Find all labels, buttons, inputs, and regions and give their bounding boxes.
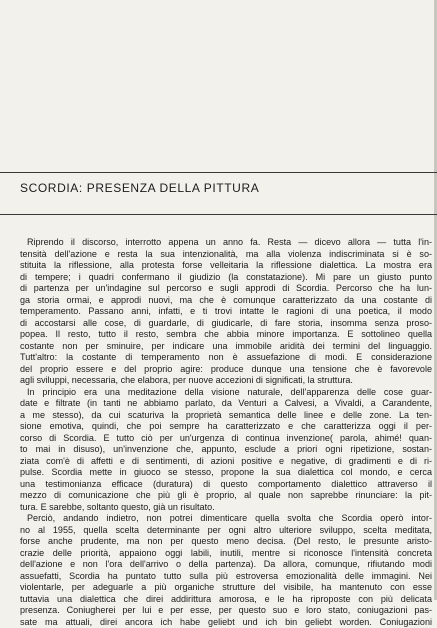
text-line: ga storia ormai, e approdi nuovi, ma che è comunque caratterizzato da una costante di [20,295,432,307]
text-line: date e filtrate (in tanti ne abbiamo parlato, da Venturi a Calvesi, a Vivaldi, a Carandente, [20,398,432,410]
text-line: corso di Scordia. E tutto ciò per un'urgenza di continua invenzione( parola, ahimé! quan- [20,433,432,445]
text-line: presenza. Coniugherei per lui e per esse, per questo suo e loro stato, coniugazioni pas- [20,605,432,617]
article-body [20,237,432,628]
text-line: Tutt'altro: la costante di temperamento non è assuefazione di modi. E considerazione [20,352,432,364]
text-line: sione emotiva, quindi, che poi sempre ha caratterizzato e che caratterizza oggi il per- [20,421,432,433]
text-line: di tempere; i quadri confermano il giudizio (la constatazione). Mi pare un giusto punto [20,272,432,284]
page-title: SCORDIA: PRESENZA DELLA PITTURA [20,181,259,195]
text-line: tensità dell'azione e resta la sua intenzionalità, ma alla violenza indiscriminata si è so- [20,249,432,261]
text-line: tura. E sarebbe, soltanto questo, già un risultato. [20,502,432,514]
text-line: una testimonianza efficace (duratura) di questo comportamento dialettico attraverso il [20,479,432,491]
text-line: forse anche prudente, ma non per questo meno decisa. (Del resto, le presunte aristo- [20,536,432,548]
text-line: no al 1955, quella scelta determinante per ogni altro ulteriore sviluppo, scelta meditata, [20,525,432,537]
text-line: tuttavia una dialettica che direi addirittura amorosa, e le ha riproposte con più delicata [20,594,432,606]
text-line: dell'azione e non l'ora dell'arrivo o della partenza). Da allora, comunque, rifiutando modi [20,559,432,571]
text-line: In principio era una meditazione della visione naturale, dell'apparenza delle cose guar- [20,387,432,399]
text-line: mezzo di comunicazione che più gli è proprio, al quale non saprebbe rinunciare: la pit- [20,490,432,502]
text-line: ziata com'è di affetti e di sentimenti, di azioni positive e negative, di gradimenti e di ri- [20,456,432,468]
text-line: a me stesso), da cui scaturiva la proprietà semantica delle linee e delle zone. La ten- [20,410,432,422]
text-line: costante non per sminuire, per indicare una immobile aridità dei termini del linguaggio. [20,341,432,353]
text-line: sate ma attuali, direi ancora ich habe geliebt und ich bin geliebt worden. Coniugazioni [20,617,432,628]
paragraph [20,237,432,387]
title-rule-top [0,172,437,173]
text-line: crazie delle priorità, appaiono oggi labili, inutili, mentre si riconosce l'intensità concreta [20,548,432,560]
paragraph [20,387,432,514]
paragraph [20,513,432,628]
text-line: agli sviluppi, necessaria, che elabora, per nuove accezioni di significati, la struttura. [20,375,432,387]
text-line: di accostarsi alle cose, di guardarle, di giudicarle, di fare storia, insomma senza proso- [20,318,432,330]
text-line: temperamento. Passano anni, infatti, e ti trovi intatte le ragioni di una poetica, il modo [20,306,432,318]
text-line: violentarle, per adeguarle a più organiche strutture del visibile, ha mantenuto con esse [20,582,432,594]
text-line: di partenza per un'indagine sul percorso e sugli approdi di Scordia. Percorso che ha lun- [20,283,432,295]
title-rule-bottom [0,214,437,215]
text-line: pulse. Scordia mette in giuoco se stesso, propone la sua dialettica col mondo, e cerca [20,467,432,479]
text-line: Riprendo il discorso, interrotto appena un anno fa. Resta — dicevo allora — tutta l'in- [20,237,432,249]
text-line: to mai in disuso), un'invenzione che, appunto, esclude a priori ogni ripetizione, sostan- [20,444,432,456]
text-line: assuefatti, Scordia ha puntato tutto sulla più estroversa emozionalità delle immagini. Nei [20,571,432,583]
text-line: popea. Il resto, tutto il resto, sembra che abbia minore importanza. E sottolineo quella [20,329,432,341]
text-line: stituita la riflessione, alla protesta forse velleitaria la riflessione dialettica. La mostra era [20,260,432,272]
text-line: del proprio essere e del proprio agire: produce dunque una tensione che è favorevole [20,364,432,376]
text-line: Perciò, andando indietro, non potrei dimenticare quella svolta che Scordia operò intor- [20,513,432,525]
